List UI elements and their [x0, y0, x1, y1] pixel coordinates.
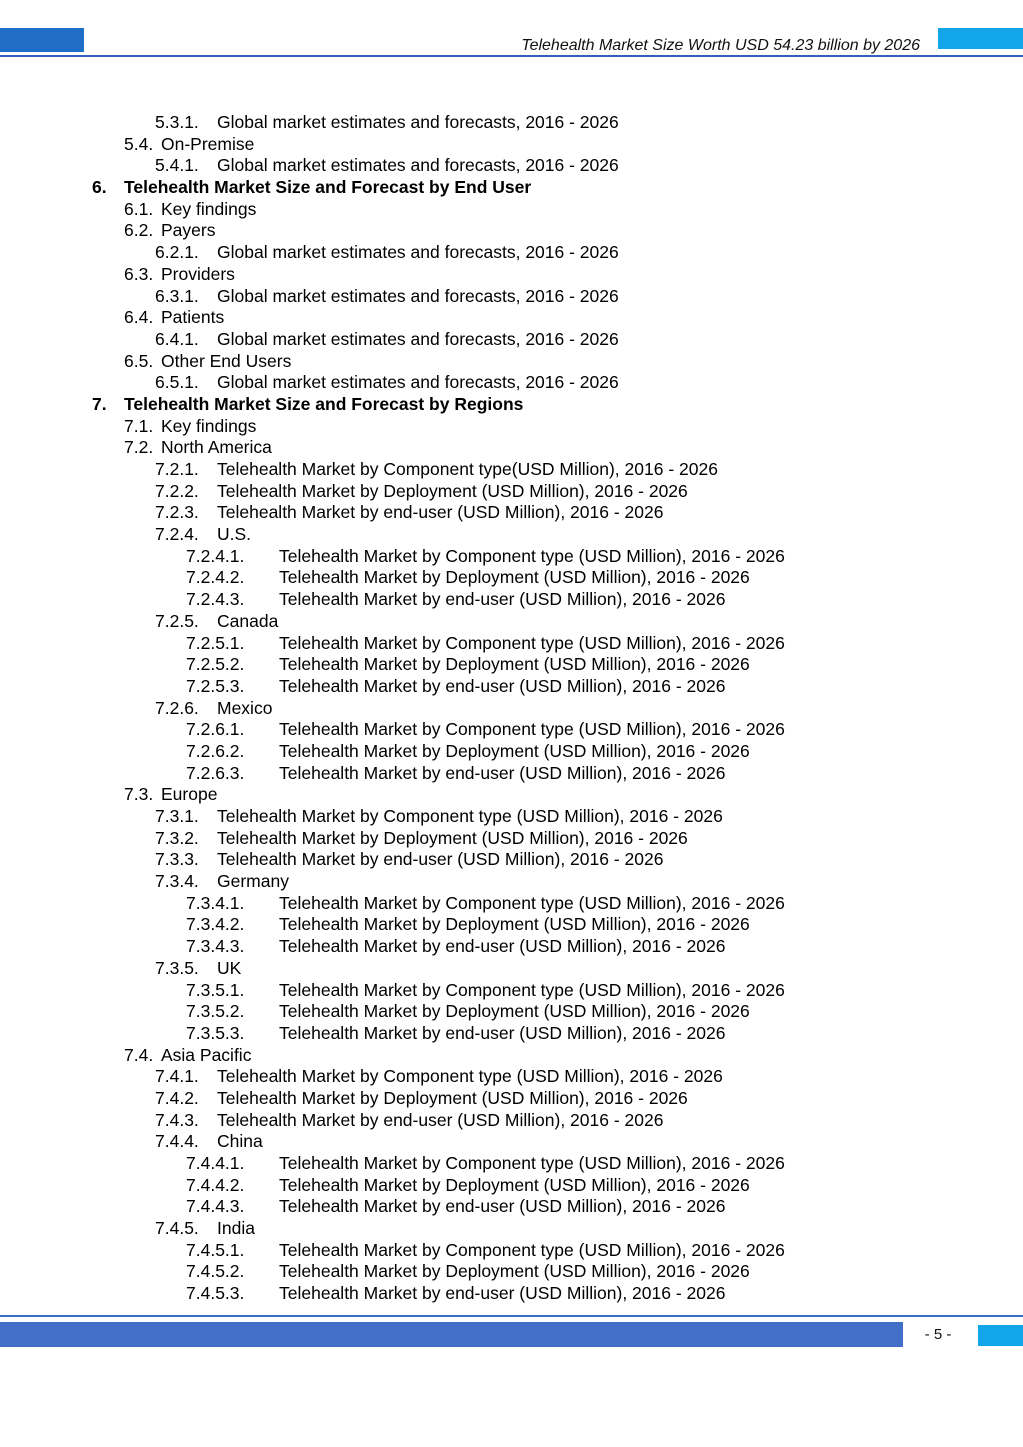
toc-entry-title: Telehealth Market by end-user (USD Million), 2016 - 2026 [279, 675, 726, 696]
toc-entry-number: 7.4.4.1. [186, 1153, 245, 1173]
toc-entry[interactable] [0, 763, 1023, 785]
toc-entry[interactable] [0, 437, 1023, 459]
toc-entry[interactable] [0, 871, 1023, 893]
toc-entry[interactable] [0, 264, 1023, 286]
toc-entry-number: 7.2.6.1. [186, 719, 245, 740]
toc-entry-number: 7.4.4.2. [186, 1174, 245, 1195]
toc-entry-number: 7.3.5.1. [186, 979, 245, 1000]
toc-entry-title: Telehealth Market by Deployment (USD Million), 2016 - 2026 [217, 480, 688, 501]
toc-entry-number: 7.2.5.3. [186, 675, 245, 696]
toc-entry-title: Telehealth Market by Deployment (USD Million), 2016 - 2026 [279, 1001, 750, 1022]
toc-entry-number: 7.4.2. [155, 1087, 199, 1108]
toc-entry[interactable] [0, 849, 1023, 871]
toc-entry-number: 7.3.4.1. [186, 892, 245, 913]
toc-entry-number: 7.2. [124, 437, 154, 458]
toc-entry-title: Telehealth Market by Deployment (USD Million), 2016 - 2026 [279, 914, 750, 935]
toc-entry-title: UK [217, 957, 242, 978]
toc-entry-title: Telehealth Market by Deployment (USD Million), 2016 - 2026 [279, 1261, 750, 1282]
toc-entry-number: 7.3.5.3. [186, 1022, 245, 1043]
toc-entry[interactable] [0, 1283, 1023, 1305]
toc-entry-title: Telehealth Market by end-user (USD Million), 2016 - 2026 [279, 936, 726, 957]
toc-entry[interactable] [0, 611, 1023, 633]
toc-entry-title: On-Premise [161, 133, 255, 154]
toc-entry[interactable] [0, 481, 1023, 503]
toc-entry-number: 7.3. [124, 784, 154, 805]
toc-entry-title: Telehealth Market by Component type (USD Million), 2016 - 2026 [217, 806, 723, 826]
toc-entry-number: 7. [92, 393, 107, 414]
toc-entry-number: 7.2.5.1. [186, 632, 245, 653]
toc-entry[interactable] [0, 177, 1023, 199]
toc-entry-title: Telehealth Market by end-user (USD Million), 2016 - 2026 [279, 762, 726, 783]
toc-entry-title: Telehealth Market by Deployment (USD Million), 2016 - 2026 [217, 827, 688, 848]
toc-entry-number: 6.4. [124, 307, 154, 328]
toc-entry[interactable] [0, 329, 1023, 351]
toc-entry-number: 6. [92, 177, 107, 198]
toc-entry-title: Telehealth Market by end-user (USD Million), 2016 - 2026 [217, 849, 664, 870]
toc-entry[interactable] [0, 155, 1023, 177]
toc-entry-number: 7.2.2. [155, 480, 199, 501]
toc-entry-title: Telehealth Market by Component type (USD Million), 2016 - 2026 [279, 719, 785, 740]
toc-entry-title: Global market estimates and forecasts, 2016 - 2026 [217, 328, 619, 349]
toc-entry-title: China [217, 1131, 263, 1152]
toc-entry-number: 6.3.1. [155, 285, 199, 306]
toc-entry-number: 7.3.4. [155, 871, 199, 892]
toc-entry-title: Providers [161, 263, 235, 284]
toc-entry-number: 7.4.4. [155, 1131, 199, 1152]
toc-entry-number: 7.3.1. [155, 806, 199, 826]
toc-entry-title: Global market estimates and forecasts, 2016 - 2026 [217, 112, 619, 132]
toc-entry-number: 7.4.5.2. [186, 1261, 245, 1282]
toc-entry-title: U.S. [217, 524, 252, 545]
toc-entry[interactable] [0, 1088, 1023, 1110]
toc-entry-number: 7.2.1. [155, 459, 199, 479]
toc-entry-number: 7.4.3. [155, 1109, 199, 1130]
toc-entry[interactable] [0, 958, 1023, 980]
toc-entry-number: 6.2.1. [155, 242, 199, 263]
header-rule [0, 55, 1023, 57]
toc-entry-title: Telehealth Market by Component type(USD Million), 2016 - 2026 [217, 459, 718, 479]
toc-entry[interactable] [0, 1196, 1023, 1218]
toc-entry-title: Canada [217, 610, 279, 631]
toc-entry[interactable] [0, 1240, 1023, 1262]
toc-entry-number: 7.2.4.3. [186, 589, 245, 610]
toc-entry[interactable] [0, 1218, 1023, 1240]
toc-entry-title: Telehealth Market by Deployment (USD Million), 2016 - 2026 [279, 654, 750, 675]
toc-entry-number: 7.3.4.3. [186, 936, 245, 957]
toc-entry-number: 7.3.2. [155, 827, 199, 848]
toc-entry-number: 5.4. [124, 133, 154, 154]
toc-entry-number: 7.3.5.2. [186, 1001, 245, 1022]
toc-entry[interactable] [0, 416, 1023, 438]
toc-entry[interactable] [0, 1110, 1023, 1132]
toc-entry[interactable] [0, 199, 1023, 221]
toc-entry[interactable] [0, 351, 1023, 373]
toc-entry-title: Telehealth Market by Deployment (USD Million), 2016 - 2026 [279, 1174, 750, 1195]
toc-entry-title: Mexico [217, 697, 273, 718]
header-accent-left [0, 28, 84, 52]
toc-entry[interactable] [0, 806, 1023, 828]
toc-entry-title: Telehealth Market by Component type (USD Million), 2016 - 2026 [279, 545, 785, 566]
toc-entry[interactable] [0, 134, 1023, 156]
toc-entry[interactable] [0, 546, 1023, 568]
toc-entry[interactable] [0, 1001, 1023, 1023]
toc-entry-number: 6.1. [124, 198, 154, 219]
toc-entry-number: 7.2.6. [155, 697, 199, 718]
toc-entry-title: Payers [161, 220, 216, 241]
toc-entry[interactable] [0, 1261, 1023, 1283]
toc-entry-title: Telehealth Market by Component type (USD Million), 2016 - 2026 [279, 632, 785, 653]
toc-entry-title: Telehealth Market Size and Forecast by Regions [124, 393, 524, 414]
toc-entry-title: Global market estimates and forecasts, 2016 - 2026 [217, 242, 619, 263]
toc-entry-title: Telehealth Market by Component type (USD Million), 2016 - 2026 [279, 892, 785, 913]
toc-entry-title: Telehealth Market by Component type (USD Million), 2016 - 2026 [279, 1239, 785, 1260]
toc-entry[interactable] [0, 220, 1023, 242]
toc-entry[interactable] [0, 1153, 1023, 1175]
toc-entry-title: Global market estimates and forecasts, 2016 - 2026 [217, 285, 619, 306]
toc-entry-number: 6.2. [124, 220, 154, 241]
toc-entry-title: Telehealth Market by Component type (USD Million), 2016 - 2026 [279, 1153, 785, 1173]
toc-entry[interactable] [0, 286, 1023, 308]
toc-entry-title: Global market estimates and forecasts, 2016 - 2026 [217, 155, 619, 176]
toc-entry[interactable] [0, 676, 1023, 698]
toc-entry-title: Telehealth Market by Component type (USD Million), 2016 - 2026 [279, 979, 785, 1000]
toc-entry-number: 6.5. [124, 350, 154, 371]
toc-entry[interactable] [0, 936, 1023, 958]
toc-entry[interactable] [0, 372, 1023, 394]
footer-accent-right [978, 1325, 1023, 1346]
toc-entry-title: Telehealth Market by end-user (USD Million), 2016 - 2026 [217, 1109, 664, 1130]
footer-bar [0, 1322, 903, 1347]
toc-entry-title: Global market estimates and forecasts, 2016 - 2026 [217, 372, 619, 393]
toc-entry-title: India [217, 1218, 255, 1239]
header-title: Telehealth Market Size Worth USD 54.23 billion by 2026 [521, 37, 920, 54]
toc-entry-title: Europe [161, 784, 218, 805]
toc-entry-number: 6.3. [124, 263, 154, 284]
toc-entry[interactable] [0, 459, 1023, 481]
toc-entry-title: Telehealth Market by Component type (USD Million), 2016 - 2026 [217, 1066, 723, 1087]
toc-entry-number: 6.4.1. [155, 328, 199, 349]
toc-entry-number: 7.2.5.2. [186, 654, 245, 675]
toc-entry[interactable] [0, 719, 1023, 741]
footer-rule [0, 1315, 1023, 1317]
toc-entry-number: 7.3.3. [155, 849, 199, 870]
toc-entry[interactable] [0, 698, 1023, 720]
toc-entry-title: Telehealth Market by Deployment (USD Million), 2016 - 2026 [279, 567, 750, 588]
toc-entry[interactable] [0, 1175, 1023, 1197]
page-number: - 5 - [924, 1326, 952, 1343]
toc-entry-number: 7.2.6.3. [186, 762, 245, 783]
toc-entry[interactable] [0, 1066, 1023, 1088]
toc-entry-number: 7.3.4.2. [186, 914, 245, 935]
toc-entry-title: Telehealth Market by end-user (USD Million), 2016 - 2026 [217, 502, 664, 523]
toc-entry-number: 7.2.3. [155, 502, 199, 523]
toc-entry[interactable] [0, 828, 1023, 850]
toc-entry-number: 5.4.1. [155, 155, 199, 176]
toc-entry-title: Telehealth Market by end-user (USD Million), 2016 - 2026 [279, 1196, 726, 1217]
toc-entry-number: 7.3.5. [155, 957, 199, 978]
toc-entry-number: 7.2.4.1. [186, 545, 245, 566]
toc-entry[interactable] [0, 741, 1023, 763]
toc-entry-title: Telehealth Market Size and Forecast by End User [124, 177, 532, 198]
toc-entry[interactable] [0, 893, 1023, 915]
toc-entry[interactable] [0, 567, 1023, 589]
toc-entry[interactable] [0, 1045, 1023, 1067]
header-accent-right [938, 28, 1023, 49]
toc-entry[interactable] [0, 784, 1023, 806]
toc-entry[interactable] [0, 524, 1023, 546]
toc-entry-title: Telehealth Market by Deployment (USD Million), 2016 - 2026 [217, 1087, 688, 1108]
toc-entry-title: Telehealth Market by end-user (USD Million), 2016 - 2026 [279, 1022, 726, 1043]
toc-entry-title: Patients [161, 307, 225, 328]
toc-entry-number: 7.2.6.2. [186, 740, 245, 761]
toc-entry-title: North America [161, 437, 272, 458]
toc-entry-number: 7.4.5. [155, 1218, 199, 1239]
toc-entry-title: Telehealth Market by Deployment (USD Million), 2016 - 2026 [279, 740, 750, 761]
toc-entry-title: Telehealth Market by end-user (USD Million), 2016 - 2026 [279, 1283, 726, 1304]
toc-entry[interactable] [0, 654, 1023, 676]
toc-entry-number: 7.2.5. [155, 610, 199, 631]
toc-entry[interactable] [0, 112, 1023, 134]
toc-entry-number: 7.1. [124, 415, 154, 436]
toc-entry[interactable] [0, 589, 1023, 611]
toc-entry[interactable] [0, 242, 1023, 264]
toc-entry[interactable] [0, 1131, 1023, 1153]
toc-entry-number: 7.2.4.2. [186, 567, 245, 588]
toc-entry[interactable] [0, 633, 1023, 655]
toc-entry-title: Key findings [161, 415, 257, 436]
toc-entry-number: 6.5.1. [155, 372, 199, 393]
toc-entry-number: 7.2.4. [155, 524, 199, 545]
toc-entry-title: Key findings [161, 198, 257, 219]
toc-entry-number: 7.4. [124, 1044, 154, 1065]
toc-entry-number: 7.4.1. [155, 1066, 199, 1087]
toc-entry[interactable] [0, 980, 1023, 1002]
toc-entry[interactable] [0, 502, 1023, 524]
toc-entry-number: 7.4.4.3. [186, 1196, 245, 1217]
toc-entry-number: 5.3.1. [155, 112, 199, 132]
table-of-contents [0, 112, 1023, 1305]
toc-entry-number: 7.4.5.1. [186, 1239, 245, 1260]
toc-entry-number: 7.4.5.3. [186, 1283, 245, 1304]
toc-entry[interactable] [0, 914, 1023, 936]
toc-entry-title: Telehealth Market by end-user (USD Million), 2016 - 2026 [279, 589, 726, 610]
toc-entry[interactable] [0, 1023, 1023, 1045]
toc-entry-title: Germany [217, 871, 289, 892]
toc-entry[interactable] [0, 307, 1023, 329]
toc-entry-title: Other End Users [161, 350, 292, 371]
toc-entry-title: Asia Pacific [161, 1044, 252, 1065]
toc-entry[interactable] [0, 394, 1023, 416]
